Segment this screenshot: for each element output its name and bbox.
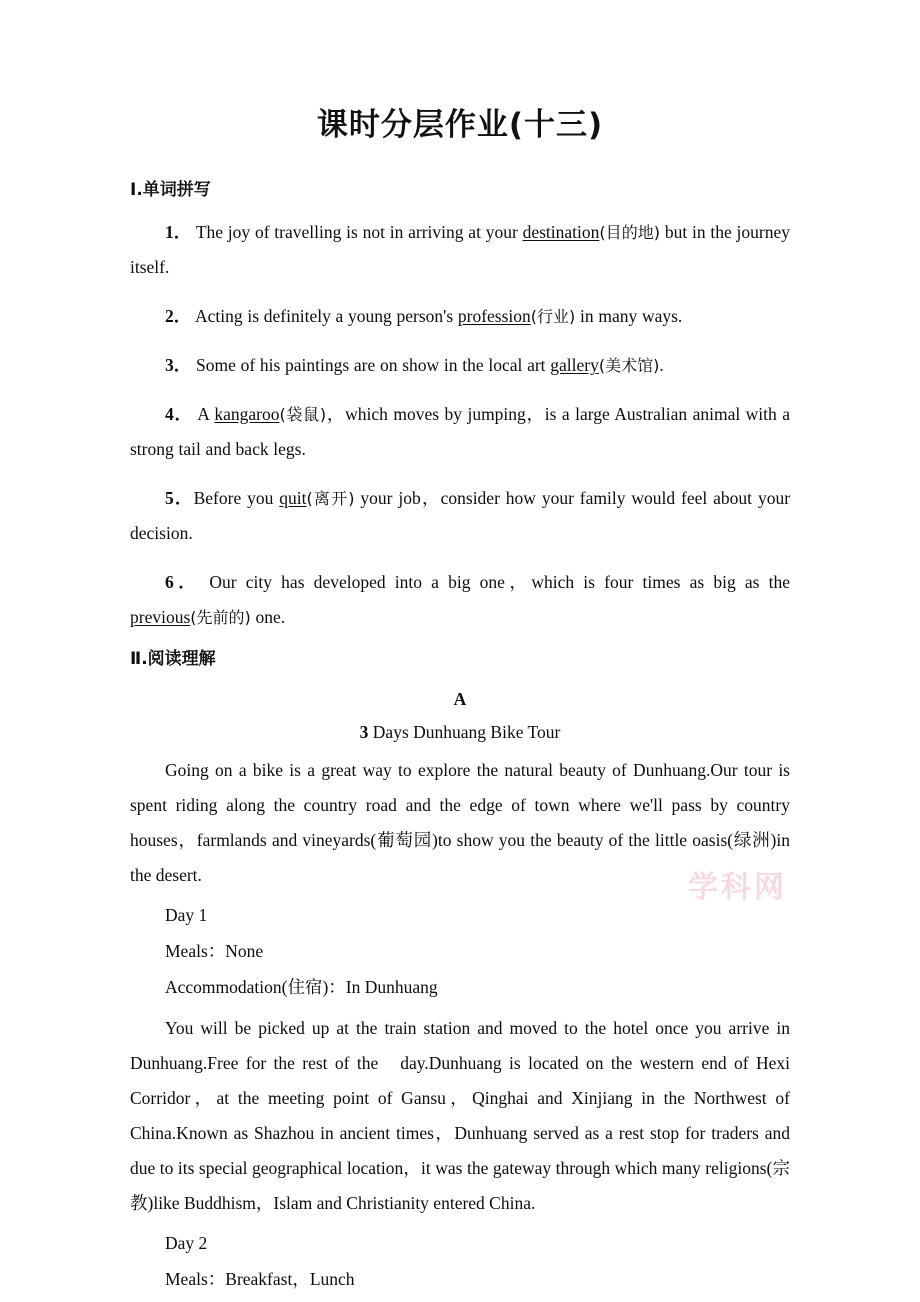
- question-item: [130, 551, 790, 635]
- meals-line: Meals：Breakfast，Lunch: [165, 1269, 355, 1290]
- answer-word: destination: [522, 221, 600, 242]
- question-text-after: ，which moves by jumping，is a large Australian animal with a strong tail and back legs.: [130, 403, 791, 459]
- passage-title: [130, 714, 790, 747]
- question-number: 4: [165, 403, 174, 424]
- question-text-after: your job，consider how your family would feel about your decision.: [130, 487, 791, 543]
- passage-label: A: [453, 689, 467, 710]
- answer-gloss: (离开): [306, 488, 355, 508]
- question-separator: ．: [173, 221, 192, 242]
- question-text-after: .: [659, 354, 664, 375]
- question-text-after: but in the journey itself.: [130, 221, 790, 277]
- question-number: 1: [165, 221, 174, 242]
- question-text-after: in many ways.: [575, 305, 683, 326]
- answer-word: kangaroo: [214, 403, 280, 424]
- passage-intro-paragraph: Going on a bike is a great way to explore the natural beauty of Dunhuang.Our tour is spent riding along the country road and the edge of town where we'll pass by country houses，farmlands and vineyards(葡萄园)to show you the beauty of the little oasis(绿洲)in the desert.: [130, 760, 790, 886]
- passage-title-number: 3: [359, 722, 369, 743]
- day-label: Day 2: [165, 1233, 208, 1254]
- question-item: [130, 285, 790, 334]
- answer-word: quit: [279, 487, 307, 508]
- question-item: [130, 334, 790, 383]
- page-content: [130, 0, 790, 1297]
- question-number: 3: [165, 354, 174, 375]
- question-text-before: Some of his paintings are on show in the local art: [195, 354, 551, 375]
- question-separator: ．: [173, 354, 192, 375]
- answer-gloss: (行业): [530, 306, 576, 326]
- question-item: [130, 383, 790, 467]
- day1-body-part1: You will be picked up at the train station and moved to the hotel once you arrive in Dunhuang.Free for the rest of the: [130, 1018, 790, 1074]
- section-heading-word-spelling: Ⅰ.单词拼写: [130, 179, 211, 200]
- day-label: Day 1: [165, 905, 208, 926]
- question-separator: ．: [173, 403, 193, 424]
- question-separator: ．: [173, 305, 192, 326]
- answer-word: gallery: [550, 354, 599, 375]
- question-text-before: Our city has developed into a big one，which is four times as big as the: [209, 571, 791, 592]
- question-text-before: The joy of travelling is not in arriving at your: [195, 221, 523, 242]
- question-number: 5: [165, 487, 174, 508]
- question-text-after: one.: [250, 606, 286, 627]
- question-number: 6: [165, 571, 174, 592]
- accommodation-line: Accommodation(住宿)：In Dunhuang: [165, 977, 438, 998]
- answer-word: previous: [130, 606, 191, 627]
- question-item: [130, 467, 790, 551]
- day1-body-part2: day.Dunhuang is located on the western end of Hexi Corridor，at the meeting point of Gansu，Qinghai and Xinjiang in the Northwest of China.Known as Shazhou in ancient times，Dunhuang served as a rest stop for traders and due to its special geographical location，it was the gateway through which many religions(宗教)like Buddhism，Islam and Christianity entered China.: [130, 1053, 790, 1214]
- meals-line: Meals：None: [165, 941, 264, 962]
- section-heading-reading-comprehension: Ⅱ.阅读理解: [130, 648, 216, 669]
- question-separator: ．: [173, 571, 201, 592]
- page-title: 课时分层作业(十三): [316, 107, 604, 143]
- question-item: [130, 201, 790, 285]
- question-text-before: A: [197, 403, 215, 424]
- question-separator: ．: [173, 487, 194, 508]
- question-number: 2: [165, 305, 174, 326]
- answer-gloss: (先前的): [190, 607, 251, 627]
- question-text-before: Acting is definitely a young person's: [195, 305, 458, 326]
- day1-body-paragraph: [130, 1005, 790, 1221]
- watermark: 学科网: [688, 870, 787, 905]
- question-text-before: Before you: [193, 487, 280, 508]
- answer-gloss: (目的地): [599, 222, 661, 242]
- answer-gloss: (袋鼠): [279, 404, 327, 424]
- passage-title-text: Days Dunhuang Bike Tour: [368, 722, 561, 743]
- answer-word: profession: [457, 305, 531, 326]
- answer-gloss: (美术馆): [598, 355, 660, 375]
